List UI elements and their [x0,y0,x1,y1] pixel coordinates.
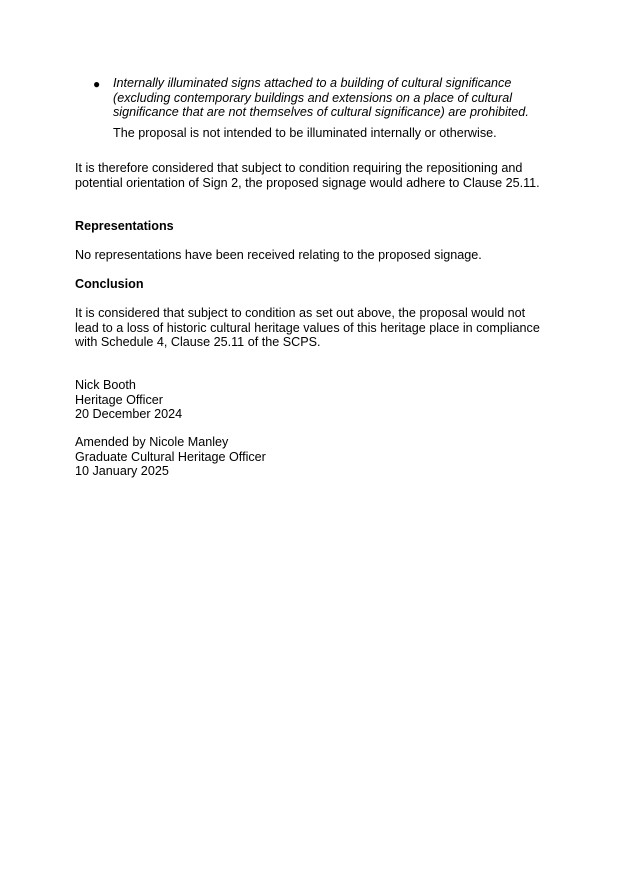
bullet-item-illuminated-signs [113,76,553,120]
bullet-line-1: Internally illuminated signs attached to a building of cultural significance [113,76,512,90]
representations-heading: Representations [75,219,174,233]
bullet-line-2: (excluding contemporary buildings and extensions on a place of cultural [113,90,513,105]
conclusion-paragraph [75,306,555,350]
signoff-block [75,378,375,422]
bullet-line-3: significance that are not themselves of cultural significance) are prohibited. [113,105,529,120]
bullet-note: The proposal is not intended to be illuminated internally or otherwise. [113,126,497,140]
repositioning-line-2: potential orientation of Sign 2, the proposed signage would adhere to Clause 25.11. [75,175,540,190]
amendment-block [75,435,375,479]
amendment-line: Amended by Nicole Manley [75,435,229,449]
amendment-title: Graduate Cultural Heritage Officer [75,449,266,464]
repositioning-paragraph [75,161,555,190]
representations-paragraph: No representations have been received relating to the proposed signage. [75,248,482,262]
conclusion-line-1: It is considered that subject to condition as set out above, the proposal would not [75,306,526,320]
conclusion-line-3: with Schedule 4, Clause 25.11 of the SCPS. [75,335,321,350]
conclusion-line-2: lead to a loss of historic cultural heritage values of this heritage place in compliance [75,320,540,335]
amendment-date: 10 January 2025 [75,464,169,479]
signoff-title: Heritage Officer [75,392,163,407]
signoff-name: Nick Booth [75,378,136,392]
conclusion-heading: Conclusion [75,277,144,291]
repositioning-line-1: It is therefore considered that subject to condition requiring the repositioning and [75,161,523,175]
signoff-date: 20 December 2024 [75,407,183,422]
bullet-marker: ● [93,77,101,91]
